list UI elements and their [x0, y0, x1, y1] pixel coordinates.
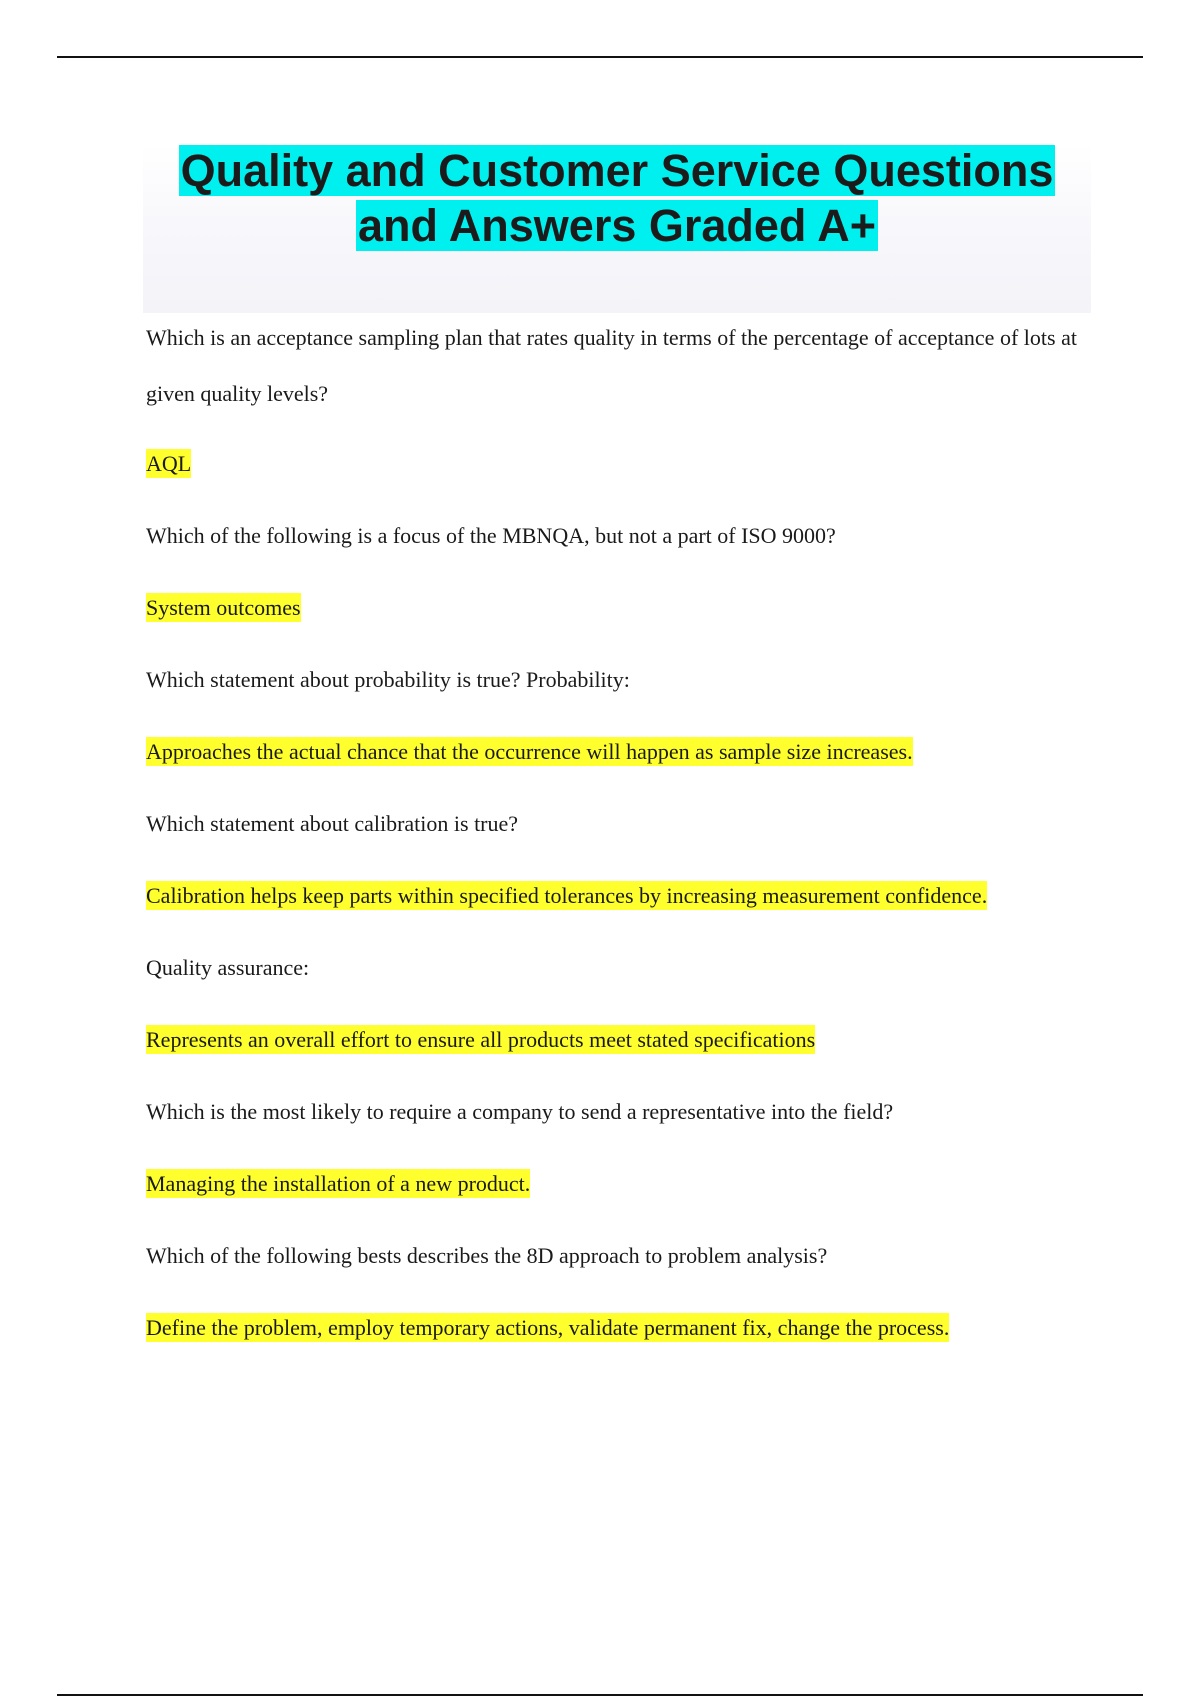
question-5: Quality assurance:	[146, 955, 310, 980]
answer-3	[146, 724, 1086, 796]
qa-list	[146, 310, 1086, 1372]
answer-5-text: Represents an overall effort to ensure all products meet stated specifications	[146, 1027, 816, 1052]
question-1: Which is an acceptance sampling plan that rates quality in terms of the percentage of acceptance of lots at given quality levels?	[146, 325, 1077, 406]
question-4: Which statement about calibration is true?	[146, 811, 519, 836]
title-line-1: Quality and Customer Service Questions	[180, 145, 1054, 196]
title-block	[143, 143, 1091, 313]
answer-1-text: AQL	[146, 451, 192, 476]
bottom-rule	[57, 1694, 1143, 1696]
question-2: Which of the following is a focus of the MBNQA, but not a part of ISO 9000?	[146, 523, 836, 548]
answer-2	[146, 580, 1086, 652]
answer-2-text: System outcomes	[146, 595, 301, 620]
document-title	[143, 143, 1091, 253]
answer-7-text: Define the problem, employ temporary actions, validate permanent fix, change the process.	[146, 1315, 950, 1340]
answer-5	[146, 1012, 1086, 1084]
question-6: Which is the most likely to require a company to send a representative into the field?	[146, 1099, 894, 1124]
answer-1	[146, 436, 1086, 508]
answer-6	[146, 1156, 1086, 1228]
answer-4-text: Calibration helps keep parts within specified tolerances by increasing measurement confidence.	[146, 883, 988, 908]
question-7: Which of the following bests describes the 8D approach to problem analysis?	[146, 1243, 828, 1268]
answer-4	[146, 868, 1086, 940]
title-line-2: and Answers Graded A+	[357, 200, 877, 251]
answer-6-text: Managing the installation of a new product.	[146, 1171, 531, 1196]
top-rule	[57, 56, 1143, 58]
answer-7	[146, 1300, 1086, 1372]
question-3: Which statement about probability is true? Probability:	[146, 667, 630, 692]
answer-3-text: Approaches the actual chance that the occurrence will happen as sample size increases.	[146, 739, 913, 764]
